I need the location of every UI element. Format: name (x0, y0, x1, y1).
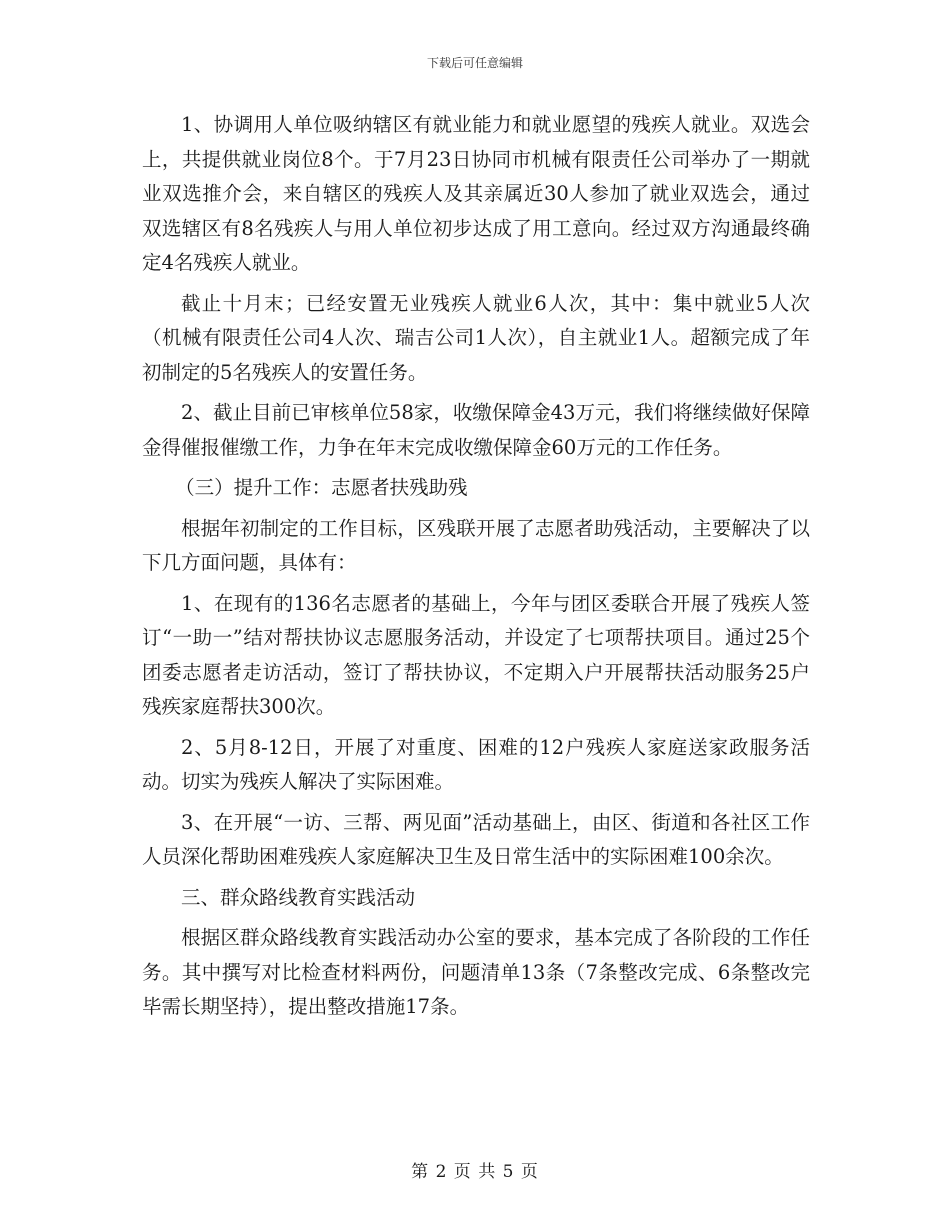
section-heading-volunteer: （三）提升工作：志愿者扶残助残 (175, 476, 468, 499)
paragraph-employment-fair: 1、协调用人单位吸纳辖区有就业能力和就业愿望的残疾人就业。双选会上，共提供就业岗位8个。于7月23日协同市机械有限责任公司举办了一期就业双选推介会，来自辖区的残疾人及其亲属近30人参加了就业双选会，通过双选辖区有8名残疾人与用人单位初步达成了用工意向。经过双方沟通最终确定4名残疾人就业。 (142, 113, 810, 274)
page-header: 下载后可任意编辑 (426, 56, 523, 70)
page-number: 第 2 页 共 5 页 (411, 1162, 539, 1182)
paragraph-mass-line-tasks: 根据区群众路线教育实践活动办公室的要求，基本完成了各阶段的工作任务。其中撰写对比检查材料两份，问题清单13条（7条整改完成、6条整改完毕需长期坚持），提出整改措施17条。 (142, 926, 810, 1018)
paragraph-security-fund: 2、截止目前已审核单位58家，收缴保障金43万元，我们将继续做好保障金得催报催缴工作，力争在年末完成收缴保障金60万元的工作任务。 (142, 401, 810, 459)
document-body (142, 108, 810, 1031)
paragraph-volunteer-pairing: 1、在现有的136名志愿者的基础上，今年与团区委联合开展了残疾人签订“一助一”结对帮扶协议志愿服务活动，并设定了七项帮扶项目。通过25个团委志愿者走访活动，签订了帮扶协议，不定期入户开展帮扶活动服务25户残疾家庭帮扶300次。 (142, 591, 810, 718)
paragraph-housekeeping-service: 2、5月8-12日，开展了对重度、困难的12户残疾人家庭送家政服务活动。切实为残疾人解决了实际困难。 (142, 735, 810, 793)
paragraph-placement-summary: 截止十月末；已经安置无业残疾人就业6人次，其中：集中就业5人次（机械有限责任公司4人次、瑞吉公司1人次），自主就业1人。超额完成了年初制定的5名残疾人的安置任务。 (142, 291, 810, 384)
paragraph-visit-help: 3、在开展“一访、三帮、两见面”活动基础上，由区、街道和各社区工作人员深化帮助困难残疾人家庭解决卫生及日常生活中的实际困难100余次。 (142, 810, 810, 868)
section-heading-mass-line: 三、群众路线教育实践活动 (181, 885, 416, 909)
paragraph-volunteer-intro: 根据年初制定的工作目标，区残联开展了志愿者助残活动，主要解决了以下几方面问题，具体有： (142, 516, 810, 574)
